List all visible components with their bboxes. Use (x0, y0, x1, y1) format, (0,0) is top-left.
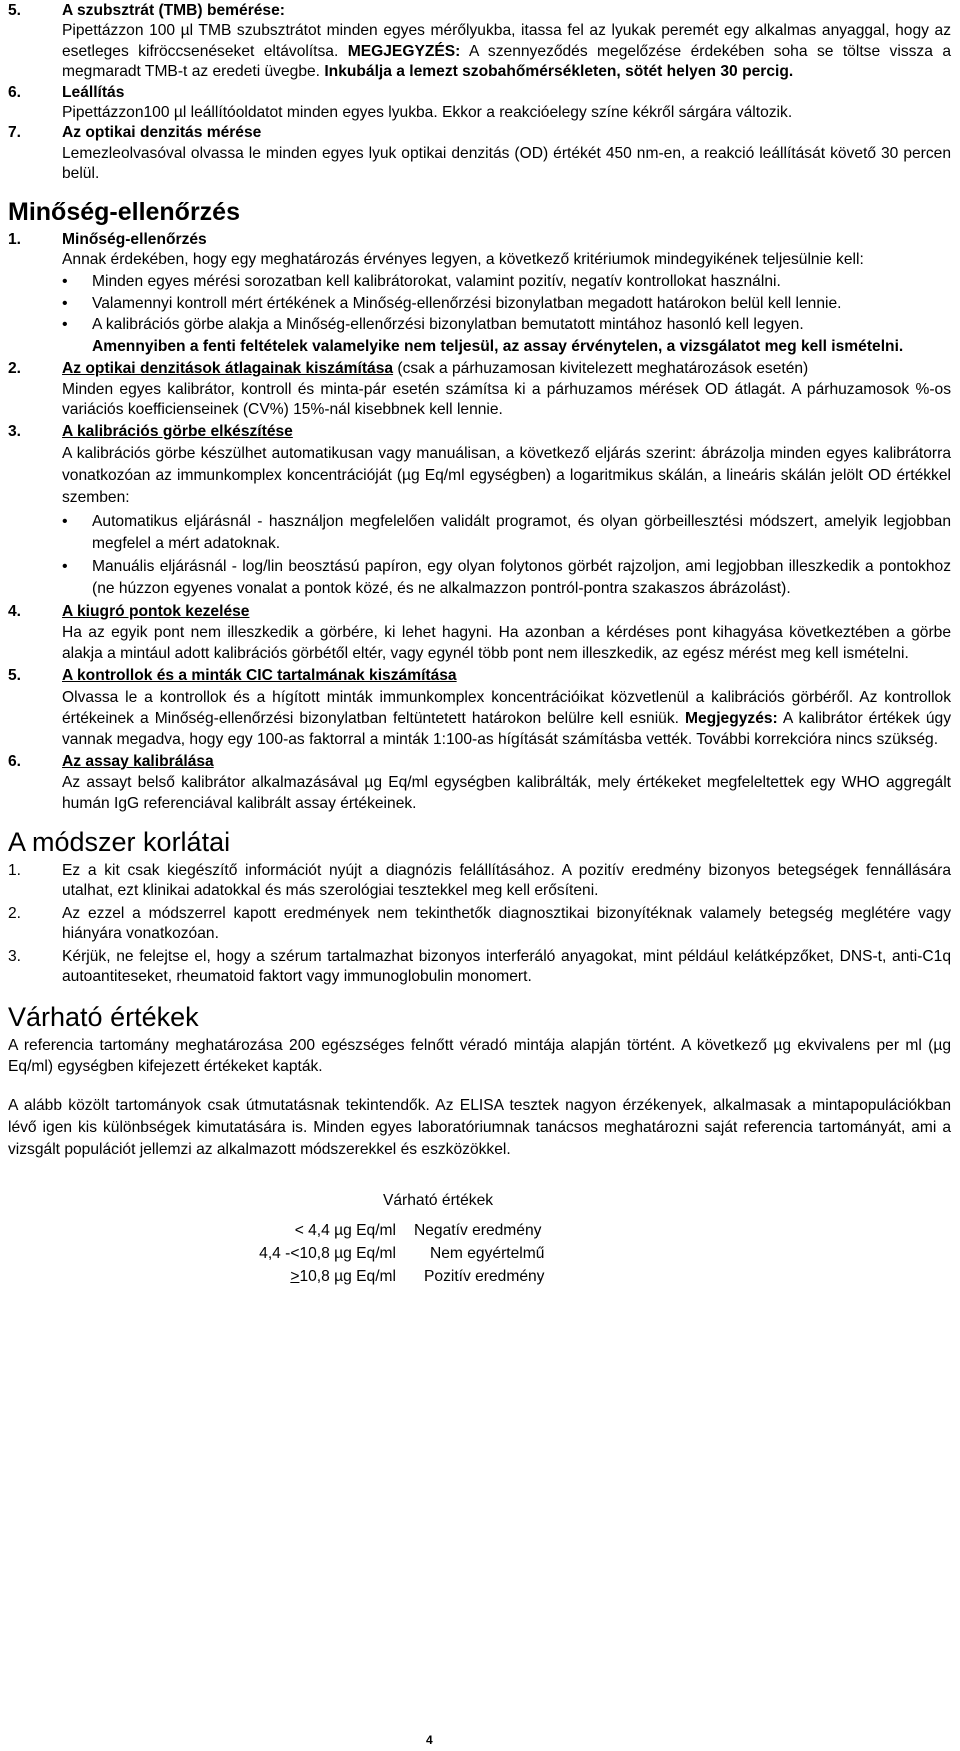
item-text: Az ezzel a módszerrel kapott eredmények nem tekinthetők diagnosztikai bizonyítéknak valamely betegség meglétére vagy hiányára vonatkozóan. (62, 904, 951, 943)
item-number: 6. (8, 752, 22, 770)
item-text: Kérjük, ne felejtse el, hogy a szérum tartalmazhat bizonyos interferáló anyagokat, mint például kelátképzőket, DNS-t, anti-C1q autoantiteseket, rheumatoid faktort vagy immunoglobulin monomert. (62, 947, 951, 985)
step-number: 6. (8, 83, 22, 101)
limit-item-3 (8, 947, 951, 988)
document-page (8, 0, 951, 1289)
item-title: Az optikai denzitások átlagainak kiszámítása (csak a párhuzamosan kivitelezett meghatározások esetén) (62, 360, 809, 378)
item-number: 5. (8, 667, 22, 685)
item-number: 3. (8, 423, 22, 441)
step-title: A szubsztrát (TMB) bemérése: (62, 2, 285, 19)
table-row (244, 1220, 552, 1243)
step-text: Lemezleolvasóval olvassa le minden egyes lyuk optikai denzitás (OD) értékét 450 nm-en, a reakció leállítását követő 30 percen belül. (62, 144, 951, 183)
step-number: 7. (8, 124, 22, 142)
item-text: A kalibrációs görbe készülhet automatikusan vagy manuálisan, a következő eljárás szerint: ábrázolja minden egyes kalibrátorra vonatkozóan az immunkomplex koncentrációját (µg Eq/ml egységben) a logaritmikus skálán, a lineáris skálán jelölt OD értékkel szemben: (62, 444, 951, 506)
step-text: Pipettázzon100 µl leállítóoldatot minden egyes lyukba. Ekkor a reakcióelegy színe kékről sárgára változik. (62, 104, 793, 122)
bullet-list (62, 511, 951, 600)
limit-item-1 (8, 861, 951, 902)
item-title: A kontrollok és a minták CIC tartalmának kiszámítása (62, 667, 457, 685)
list-item: • Minden egyes mérési sorozatban kell kalibrátorokat, valamint pozitív, negatív kontrollokat használni. (62, 272, 951, 292)
qc-item-1 (8, 230, 951, 357)
qc-item-3 (8, 422, 951, 599)
step-5 (8, 1, 951, 83)
result-cell: Pozitív eredmény (424, 1267, 545, 1285)
reference-table (244, 1220, 552, 1289)
list-item: • Automatikus eljárásnál - használjon megfelelően validált programot, és olyan görbeillesztési módszert, amelyik legjobban megfelel a mért adatoknak. (62, 511, 951, 555)
section-heading-limits: A módszer korlátai (8, 826, 231, 857)
item-number: 1. (8, 861, 22, 879)
step-6 (8, 83, 951, 124)
section-heading-qc: Minőség-ellenőrzés (8, 197, 240, 226)
item-number: 1. (8, 230, 22, 248)
bold-note: Amennyiben a fenti feltételek valamelyike nem teljesül, az assay érvénytelen, a vizsgálatot meg kell ismételni. (92, 337, 904, 355)
list-item: • Valamennyi kontroll mért értékének a Minőség-ellenőrzési bizonylatban megadott határokon belül kell lennie. (62, 294, 951, 314)
item-number: 3. (8, 947, 22, 965)
list-item: • Manuális eljárásnál - log/lin beosztású papíron, egy olyan folytonos görbét rajzoljon, ami legjobban illeszkedik a pontokhoz (ne húzzon egyenes vonalat a pontok közé, és ne alkalmazzon pontról-pontra szakaszos ábrázolást). (62, 556, 951, 600)
item-text: Ha az egyik pont nem illeszkedik a görbére, ki lehet hagyni. Ha azonban a kérdéses pont kihagyása következtében a görbe alakja a mintául adott kalibrációs görbétől eltér, vagy egynél több pont nem illeszkedik, az egész mérést meg kell ismételni. (62, 624, 951, 663)
item-title: Az assay kalibrálása (62, 752, 214, 770)
range-cell: < 4,4 µg Eq/ml (294, 1221, 396, 1239)
range-cell: 4,4 -<10,8 µg Eq/ml (259, 1244, 396, 1262)
bullet-list (62, 272, 951, 335)
item-text: Olvassa le a kontrollok és a hígított minták immunkomplex koncentrációikat közvetlenül a kalibrációs görbéről. Az kontrollok értékeinek a Minőség-ellenőrzési bizonylatban feltüntetett határokon belülre kell esniük. Megjegyzés: A kalibrátor értékek úgy vannak megadva, hogy egy 100-as faktorral a minták 1:100-as hígítását számításba vették. További korrekcióra nincs szükség. (62, 688, 951, 748)
table-row (244, 1243, 552, 1266)
qc-item-6 (8, 752, 951, 814)
paragraph: A referencia tartomány meghatározása 200 egészséges felnőtt véradó mintája alapján történt. A következő µg ekvivalens per ml (µg Eq/ml) egységben kifejezett értékeket kapták. (8, 1037, 951, 1075)
step-title: Az optikai denzitás mérése (62, 124, 262, 142)
qc-item-2 (8, 359, 951, 420)
item-number: 2. (8, 904, 22, 922)
qc-item-5 (8, 666, 951, 749)
step-number: 5. (8, 2, 22, 19)
limit-item-2 (8, 904, 951, 945)
step-7 (8, 123, 951, 184)
paragraph: A alább közölt tartományok csak útmutatásnak tekintendők. Az ELISA tesztek nagyon érzékenyek, alkalmasak a mintapopulációkban lévő igen kis különbségek kimutatására is. Minden egyes laboratóriumnak tanácsos meghatározni saját referencia tartományát, ami a vizsgált populációt jellemzi az alkalmazott módszerekkel és eszközökkel. (8, 1097, 951, 1159)
range-cell: >10,8 µg Eq/ml (290, 1267, 396, 1285)
item-text: Minden egyes kalibrátor, kontroll és minta-pár esetén számítsa ki a párhuzamos mérések OD átlagát. A párhuzamosok %-os variációs koefficienseinek (CV%) 15%-nál kisebbnek kell lennie. (62, 380, 951, 418)
reference-table-title: Várható értékek (382, 1192, 494, 1210)
item-text: Annak érdekében, hogy egy meghatározás érvényes legyen, a következő kritériumok mindegyikének teljesülnie kell: (62, 251, 864, 269)
step-text: Pipettázzon 100 µl TMB szubsztrátot minden egyes mérőlyukba, itassa fel az lyukak peremét egy alkalmas anyaggal, hogy az esetleges kifröccsenéseket eltávolítsa. MEGJEGYZÉS: A szennyeződés megelőzése érdekében soha se töltse vissza a megmaradt TMB-t az eredeti üvegbe. Inkubálja a lemezt szobahőmérsékleten, sötét helyen 30 percig. (62, 22, 951, 81)
item-text: Az assayt belső kalibrátor alkalmazásával µg Eq/ml egységben kalibrálták, mely értékeket megfeleltettek egy WHO aggregált humán IgG referenciával kalibrált assay értékeinek. (62, 773, 951, 812)
item-title: Minőség-ellenőrzés (62, 230, 207, 248)
qc-item-4 (8, 602, 951, 664)
page-number: 4 (426, 1733, 433, 1747)
table-row (244, 1266, 552, 1289)
item-text: Ez a kit csak kiegészítő információt nyújt a diagnózis felállításához. A pozitív eredmény bizonyos betegségek fennállására utalhat, ezt klinikai adatokkal és más szerológiai tesztekkel meg kell erősíteni. (62, 861, 951, 900)
result-cell: Nem egyértelmű (430, 1244, 545, 1262)
item-title: A kiugró pontok kezelése (62, 602, 250, 620)
item-number: 4. (8, 602, 22, 620)
item-number: 2. (8, 360, 22, 378)
step-title: Leállítás (62, 83, 125, 101)
result-cell: Negatív eredmény (414, 1221, 542, 1239)
item-title: A kalibrációs görbe elkészítése (62, 423, 293, 441)
section-heading-expected: Várható értékek (8, 1002, 199, 1033)
list-item: • A kalibrációs görbe alakja a Minőség-ellenőrzési bizonylatban bemutatott mintához hasonló kell legyen. (62, 315, 951, 335)
